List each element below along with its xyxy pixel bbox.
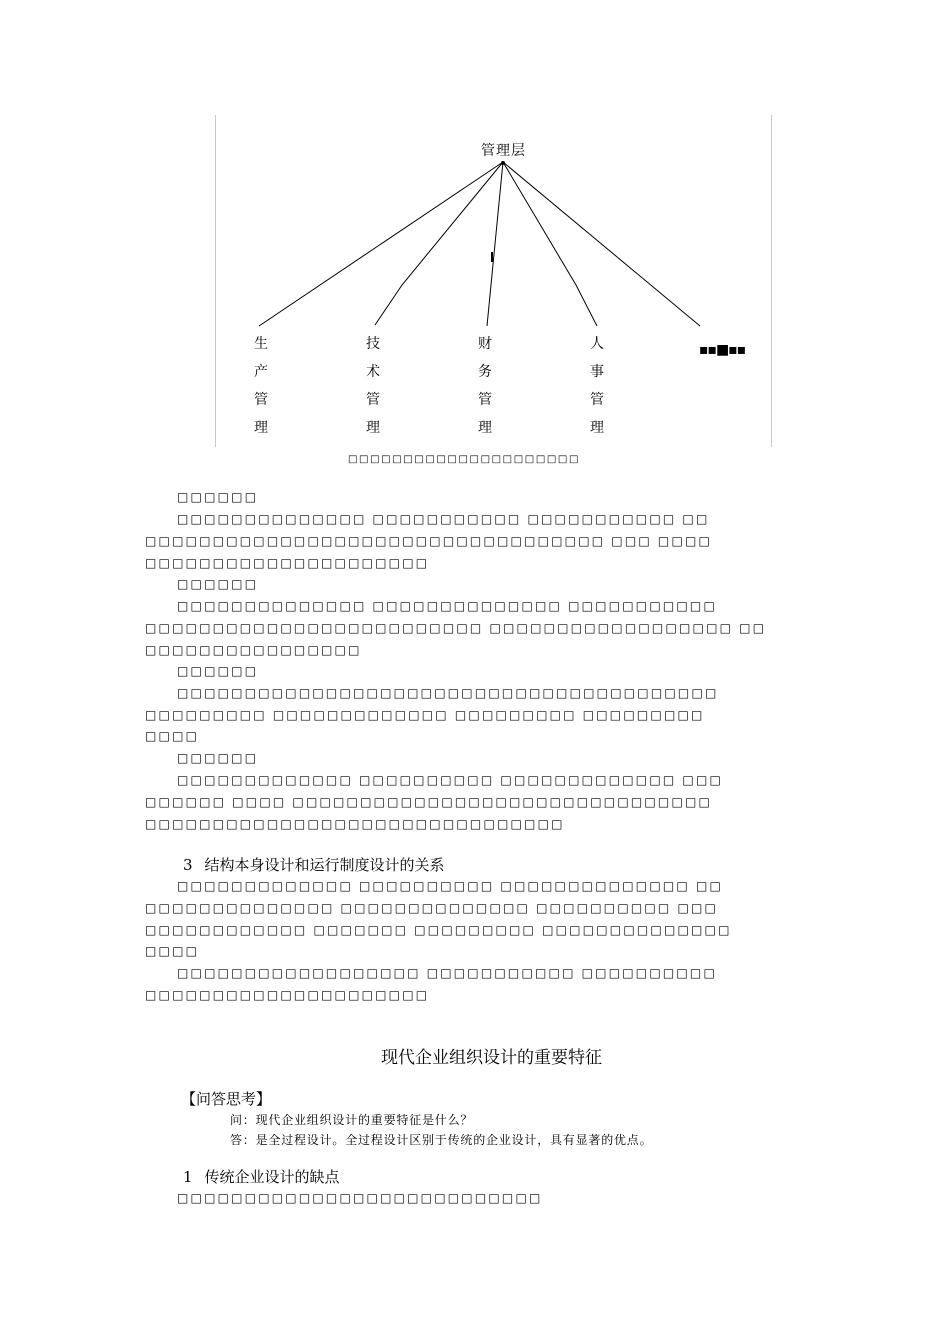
body-row: □□□□□□ □□□□ □□□□□□□□□□□□□□□□□□□□□□□□□□□□□□□ bbox=[145, 795, 713, 809]
dept-more-ellipsis: ▪▪■▪▪ bbox=[699, 342, 746, 358]
dept-char: 理 bbox=[366, 420, 380, 436]
body-row: □□□□□□ bbox=[177, 751, 259, 765]
body-row: □□□□□□□□□□□□□□ □□□□□□□□□□□ □□□□□□□□□□□ □□ bbox=[177, 512, 710, 526]
body-row: □□□□□□□□□□□□□□ □□□□□□□□□□□□□□ □□□□□□□□□□ □□□ bbox=[145, 901, 719, 915]
section-title: 传统企业设计的缺点 bbox=[204, 1168, 340, 1186]
dept-char: 理 bbox=[478, 420, 492, 436]
dept-char: 财 bbox=[478, 336, 492, 352]
qa-heading: 【问答思考】 bbox=[181, 1090, 272, 1108]
root-node-label: 管理层 bbox=[481, 143, 526, 159]
dept-char: 管 bbox=[590, 392, 604, 408]
dept-char: 理 bbox=[590, 420, 604, 436]
dept-char: 事 bbox=[590, 364, 604, 380]
dept-finance bbox=[475, 330, 495, 442]
qa-answer: 答：是全过程设计。全过程设计区别于传统的企业设计，具有显著的优点。 bbox=[230, 1133, 653, 1147]
dept-char: 产 bbox=[254, 364, 268, 380]
dept-char: 理 bbox=[254, 420, 268, 436]
dept-char: 管 bbox=[478, 392, 492, 408]
section-number: 1 bbox=[183, 1168, 193, 1186]
qa-question: 问：现代企业组织设计的重要特征是什么？ bbox=[230, 1113, 474, 1127]
body-row: □□□□□□□□□□□□□□□□ bbox=[145, 643, 362, 657]
dept-technology bbox=[363, 330, 383, 442]
body-row: □□□□□□□□□□□□□□□□□□ □□□□□□□□□□□ □□□□□□□□□□ bbox=[177, 966, 718, 980]
section-title: 结构本身设计和运行制度设计的关系 bbox=[204, 856, 445, 874]
body-row: □□□□□□□□□□□□□□□□□□□□□□□□□□□□□□□□□□ □□□ □□□□ bbox=[145, 534, 713, 548]
body-row: □□□□ bbox=[145, 729, 200, 743]
branch-line-more bbox=[503, 162, 700, 326]
dept-char: 技 bbox=[366, 336, 380, 352]
section-heading-3 bbox=[183, 854, 445, 875]
body-row: □□□□□□□□□□□□□□□□□□□□□ bbox=[145, 556, 430, 570]
branch-line-technology bbox=[375, 162, 503, 325]
body-row: □□□□□□□□□□□□ □□□□□□□ □□□□□□□□□ □□□□□□□□□□□□□□ bbox=[145, 923, 732, 937]
body-row: □□□□□□ bbox=[177, 577, 259, 591]
body-row: □□□□□□□□□□□□□ □□□□□□□□□□ □□□□□□□□□□□□□□ □□ bbox=[177, 879, 724, 893]
branch-line-production bbox=[259, 162, 503, 326]
dept-human-resources bbox=[587, 330, 607, 442]
body-row: □□□□ bbox=[145, 944, 200, 958]
dept-char: 管 bbox=[366, 392, 380, 408]
chapter-title: 现代企业组织设计的重要特征 bbox=[381, 1048, 602, 1068]
branch-line-hr bbox=[503, 162, 597, 326]
body-row: □□□□□□ bbox=[177, 490, 259, 504]
section-number: 3 bbox=[183, 856, 193, 874]
branch-line-finance bbox=[487, 162, 503, 326]
body-row: □□□□□□□□□□□□□□□□□□□□□ bbox=[145, 988, 430, 1002]
dept-char: 务 bbox=[478, 364, 492, 380]
dept-char: 管 bbox=[254, 392, 268, 408]
body-row: □□□□□□□□□□□□□□□□□□□□□□□□□□□ bbox=[177, 1191, 543, 1205]
dept-char: 人 bbox=[590, 336, 604, 352]
dept-char: 术 bbox=[366, 364, 380, 380]
body-row: □□□□□□ bbox=[177, 664, 259, 678]
body-row: □□□□□□□□□ □□□□□□□□□□□□□ □□□□□□□□□ □□□□□□□□□ bbox=[145, 708, 705, 722]
root-node-dot bbox=[501, 161, 505, 165]
body-row: □□□□□□□□□□□□□□□□□□□□□□□□□□□□□□□ bbox=[145, 817, 565, 831]
dept-char: 生 bbox=[254, 336, 268, 352]
body-row: □□□□□□□□□□□□□ □□□□□□□□□□ □□□□□□□□□□□□□ □□□ bbox=[177, 773, 724, 787]
section-heading-1 bbox=[183, 1166, 340, 1187]
dept-production bbox=[251, 330, 271, 442]
body-row: □□□□□□□□□□□□□□ □□□□□□□□□□□□□□ □□□□□□□□□□□ bbox=[177, 599, 718, 613]
body-row: □□□□□□□□□□□□□□□□□□□□□□□□□ □□□□□□□□□□□□□□□□□□ □□ bbox=[145, 621, 767, 635]
org-chart-figure bbox=[0, 0, 950, 480]
figure-caption: □□□□□□□□□□□□□□□□□□□□□ bbox=[348, 454, 581, 465]
body-row: □□□□□□□□□□□□□□□□□□□□□□□□□□□□□□□□□□□□□□□□ bbox=[177, 686, 719, 700]
